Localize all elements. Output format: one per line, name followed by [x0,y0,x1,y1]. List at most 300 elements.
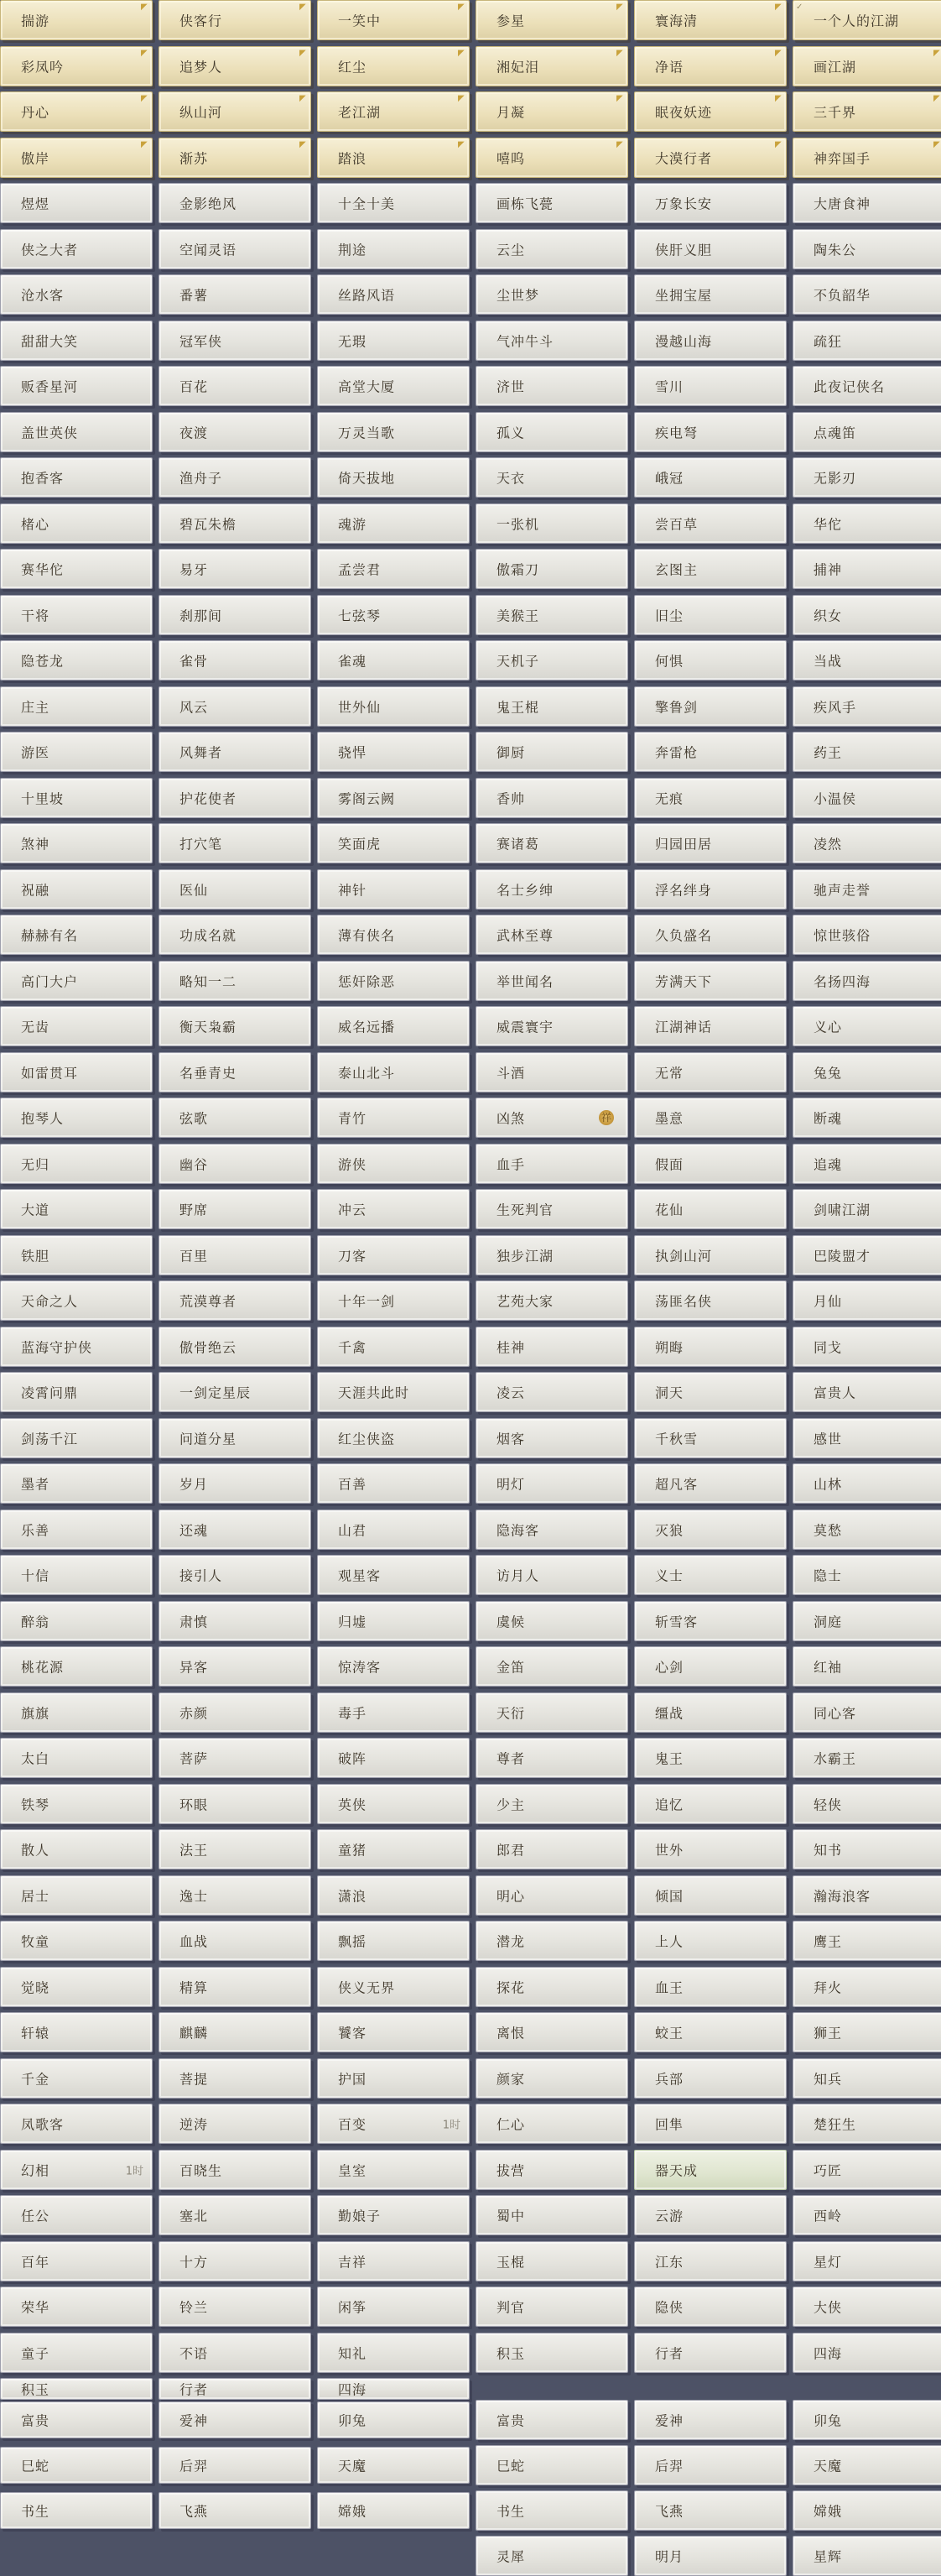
title-card[interactable] [793,2445,941,2485]
title-card[interactable] [793,366,941,406]
title-card[interactable] [634,1738,787,1778]
title-card[interactable] [159,2287,311,2327]
title-card[interactable] [634,1235,787,1275]
title-card[interactable] [0,1829,153,1869]
title-card[interactable] [159,1510,311,1550]
title-card[interactable] [317,1006,470,1046]
title-card[interactable] [159,2104,311,2144]
title-card[interactable] [159,869,311,910]
title-card[interactable] [793,869,941,910]
title-card[interactable] [159,1189,311,1229]
title-card[interactable] [159,274,311,315]
title-card[interactable] [317,2287,470,2327]
title-card[interactable] [0,1738,153,1778]
title-card[interactable] [159,1372,311,1412]
title-card[interactable] [317,366,470,406]
title-card[interactable] [159,1006,311,1046]
title-card[interactable] [793,1098,941,1138]
title-card[interactable] [476,1235,628,1275]
title-card[interactable] [634,1692,787,1733]
title-card[interactable] [634,961,787,1001]
title-card[interactable] [634,1784,787,1824]
title-card[interactable] [0,229,153,269]
title-card[interactable] [476,2490,628,2531]
title-card[interactable] [317,1601,470,1641]
title-card[interactable] [317,2492,470,2529]
title-card[interactable] [793,2536,941,2576]
title-card[interactable] [634,2058,787,2099]
title-card[interactable] [317,503,470,544]
title-card[interactable] [793,2333,941,2373]
title-card[interactable] [159,183,311,223]
title-card[interactable] [0,503,153,544]
title-card[interactable] [476,2241,628,2281]
title-card[interactable] [159,366,311,406]
title-card[interactable] [317,1646,470,1687]
title-card[interactable] [0,183,153,223]
title-card[interactable] [793,1327,941,1367]
title-card[interactable] [159,2241,311,2281]
title-card[interactable] [0,2241,153,2281]
title-card[interactable] [476,2058,628,2099]
title-card[interactable] [793,549,941,589]
title-card[interactable] [317,732,470,772]
title-card[interactable] [793,503,941,544]
title-card[interactable] [476,2333,628,2373]
title-card[interactable] [0,686,153,727]
title-card[interactable] [476,961,628,1001]
title-card[interactable] [317,1280,470,1321]
title-card[interactable] [159,1738,311,1778]
title-card[interactable] [793,778,941,818]
title-card[interactable] [634,1967,787,2007]
title-card[interactable] [0,1189,153,1229]
title-card[interactable] [793,2150,941,2190]
title-card[interactable] [793,2012,941,2052]
title-card[interactable] [476,2287,628,2327]
title-card[interactable] [159,1235,311,1275]
title-card[interactable] [159,1967,311,2007]
title-card[interactable] [476,732,628,772]
title-card[interactable] [0,1875,153,1916]
title-card[interactable] [0,732,153,772]
title-card[interactable] [0,2492,153,2529]
title-card[interactable] [159,2150,311,2190]
title-card[interactable] [793,961,941,1001]
title-card[interactable] [634,321,787,361]
title-card[interactable] [317,2012,470,2052]
title-card[interactable] [476,549,628,589]
title-card[interactable] [0,1052,153,1092]
title-card[interactable] [476,1829,628,1869]
title-card[interactable] [159,1463,311,1504]
title-card[interactable] [0,91,153,132]
title-card[interactable] [634,138,787,178]
title-card[interactable] [159,549,311,589]
title-card[interactable] [476,1327,628,1367]
title-card[interactable] [634,2012,787,2052]
title-card[interactable] [159,1646,311,1687]
title-card[interactable] [634,503,787,544]
title-card[interactable] [159,0,311,40]
title-card[interactable] [159,1601,311,1641]
title-card[interactable] [159,1280,311,1321]
title-card[interactable] [0,1555,153,1595]
title-card[interactable] [317,0,470,40]
title-card[interactable] [317,869,470,910]
title-card[interactable] [793,1692,941,1733]
title-card[interactable] [793,1189,941,1229]
title-card[interactable] [0,1418,153,1458]
title-card[interactable] [0,549,153,589]
title-card[interactable] [0,778,153,818]
title-card[interactable] [317,595,470,635]
title-card[interactable] [0,457,153,498]
title-card[interactable] [0,321,153,361]
title-card[interactable] [317,823,470,863]
title-card[interactable] [476,503,628,544]
title-card[interactable] [0,2012,153,2052]
title-card[interactable] [476,2400,628,2440]
title-card[interactable] [476,2445,628,2485]
title-card[interactable] [634,229,787,269]
title-card[interactable] [634,1098,787,1138]
title-card[interactable] [634,1189,787,1229]
title-card[interactable] [317,1510,470,1550]
title-card[interactable] [317,915,470,955]
title-card[interactable] [634,1510,787,1550]
title-card[interactable] [317,1967,470,2007]
title-card[interactable] [0,1235,153,1275]
title-card[interactable] [159,640,311,681]
title-card[interactable] [317,412,470,452]
title-card[interactable] [0,915,153,955]
title-card[interactable] [159,1052,311,1092]
title-card[interactable] [476,1601,628,1641]
title-card[interactable] [159,686,311,727]
title-card[interactable] [317,1144,470,1184]
title-card[interactable] [476,2104,628,2144]
title-card[interactable] [634,412,787,452]
title-card[interactable] [0,1921,153,1961]
title-card[interactable] [793,46,941,86]
title-card[interactable] [634,732,787,772]
title-card[interactable] [317,138,470,178]
title-card[interactable] [159,1098,311,1138]
title-card[interactable] [317,1829,470,1869]
title-card[interactable] [159,1829,311,1869]
title-card[interactable] [0,1646,153,1687]
title-card[interactable] [476,1784,628,1824]
title-card[interactable] [634,595,787,635]
title-card[interactable] [476,46,628,86]
title-card[interactable] [634,869,787,910]
title-card[interactable] [317,2447,470,2484]
title-card[interactable] [793,595,941,635]
title-card[interactable] [476,274,628,315]
title-card[interactable] [159,1692,311,1733]
title-card[interactable] [634,1327,787,1367]
title-card[interactable] [634,1372,787,1412]
title-card[interactable] [159,2195,311,2235]
title-card[interactable] [634,274,787,315]
title-card[interactable] [317,1555,470,1595]
title-card[interactable] [0,2150,153,2190]
title-card[interactable] [476,138,628,178]
title-card[interactable] [159,778,311,818]
title-card[interactable] [317,1463,470,1504]
title-card[interactable] [317,229,470,269]
title-card[interactable] [634,366,787,406]
title-card[interactable] [793,1510,941,1550]
title-card[interactable] [159,321,311,361]
title-card[interactable] [634,2445,787,2485]
title-card[interactable] [0,2104,153,2144]
title-card[interactable] [634,91,787,132]
title-card[interactable] [317,2195,470,2235]
title-card[interactable] [634,1463,787,1504]
title-card[interactable] [317,2333,470,2373]
title-card[interactable] [476,1144,628,1184]
title-card[interactable] [159,732,311,772]
title-card[interactable] [634,1555,787,1595]
title-card[interactable] [159,2378,311,2400]
title-card[interactable] [634,1646,787,1687]
title-card[interactable] [159,1144,311,1184]
title-card[interactable] [793,2241,941,2281]
title-card[interactable] [793,2058,941,2099]
title-card[interactable] [317,1418,470,1458]
title-card[interactable] [159,2058,311,2099]
title-card[interactable] [476,1555,628,1595]
title-card[interactable] [159,2333,311,2373]
title-card[interactable] [634,686,787,727]
title-card[interactable] [793,1006,941,1046]
title-card[interactable] [0,1327,153,1367]
title-card[interactable] [317,549,470,589]
title-card[interactable] [634,2333,787,2373]
title-card[interactable] [317,46,470,86]
title-card[interactable] [317,2150,470,2190]
title-card[interactable] [793,229,941,269]
title-card[interactable] [793,412,941,452]
title-card[interactable] [317,183,470,223]
title-card[interactable] [317,1921,470,1961]
title-card[interactable] [0,274,153,315]
title-card[interactable] [793,1967,941,2007]
title-card[interactable] [317,321,470,361]
title-card[interactable] [793,1829,941,1869]
title-card[interactable] [634,183,787,223]
title-card[interactable] [476,366,628,406]
title-card[interactable] [476,0,628,40]
title-card[interactable] [0,2287,153,2327]
title-card[interactable] [317,778,470,818]
title-card[interactable] [476,1418,628,1458]
title-card[interactable] [793,1052,941,1092]
title-card[interactable] [634,457,787,498]
title-card[interactable] [317,457,470,498]
title-card[interactable] [476,778,628,818]
title-card[interactable] [476,1738,628,1778]
title-card[interactable] [476,915,628,955]
title-card[interactable] [476,1189,628,1229]
title-card[interactable] [159,138,311,178]
title-card[interactable] [317,274,470,315]
title-card[interactable] [159,1327,311,1367]
title-card[interactable] [0,1463,153,1504]
title-card[interactable] [793,2490,941,2531]
title-card[interactable] [0,1280,153,1321]
title-card[interactable] [317,91,470,132]
title-card[interactable] [0,1601,153,1641]
title-card[interactable] [634,2104,787,2144]
title-card[interactable] [159,2401,311,2438]
title-card[interactable] [793,915,941,955]
title-card[interactable] [0,2447,153,2484]
title-card[interactable] [0,366,153,406]
title-card[interactable] [793,457,941,498]
title-card[interactable] [317,1372,470,1412]
title-card[interactable] [476,1052,628,1092]
title-card[interactable] [317,2104,470,2144]
title-card[interactable] [476,1372,628,1412]
title-card[interactable] [0,823,153,863]
title-card[interactable] [476,229,628,269]
title-card[interactable] [159,91,311,132]
title-card[interactable] [634,1921,787,1961]
title-card[interactable] [476,321,628,361]
title-card[interactable] [0,412,153,452]
title-card[interactable] [793,640,941,681]
title-card[interactable] [793,1555,941,1595]
title-card[interactable] [317,1235,470,1275]
title-card[interactable] [793,1921,941,1961]
title-card[interactable] [0,595,153,635]
title-card[interactable] [634,1280,787,1321]
title-card[interactable] [317,1784,470,1824]
title-card[interactable] [0,1006,153,1046]
title-card[interactable] [634,2241,787,2281]
title-card[interactable] [634,549,787,589]
title-card[interactable] [634,1418,787,1458]
title-card[interactable] [476,457,628,498]
title-card[interactable] [476,1098,628,1138]
title-card[interactable] [476,183,628,223]
title-card[interactable] [476,1510,628,1550]
title-card[interactable] [793,1601,941,1641]
title-card[interactable] [476,1875,628,1916]
title-card[interactable] [793,274,941,315]
title-card[interactable] [634,46,787,86]
title-card[interactable] [159,412,311,452]
title-card[interactable] [476,2536,628,2576]
title-card[interactable] [793,1463,941,1504]
title-card[interactable] [0,2058,153,2099]
title-card[interactable] [317,2401,470,2438]
title-card[interactable] [0,2195,153,2235]
title-card[interactable] [159,1418,311,1458]
title-card[interactable] [634,1144,787,1184]
title-card[interactable] [317,2241,470,2281]
title-card[interactable] [0,2401,153,2438]
title-card[interactable] [0,138,153,178]
title-card[interactable] [159,823,311,863]
title-card[interactable] [476,2012,628,2052]
title-card[interactable] [159,961,311,1001]
title-card[interactable] [793,2195,941,2235]
title-card[interactable] [476,2195,628,2235]
title-card[interactable] [0,1967,153,2007]
title-card[interactable] [317,1738,470,1778]
title-card[interactable] [793,1144,941,1184]
title-card[interactable] [159,457,311,498]
title-card[interactable] [634,2287,787,2327]
title-card[interactable] [159,46,311,86]
title-card[interactable] [634,1006,787,1046]
title-card[interactable] [0,46,153,86]
title-card[interactable] [476,1006,628,1046]
title-card[interactable] [793,0,941,40]
title-card[interactable] [159,1875,311,1916]
title-card[interactable] [476,686,628,727]
title-card[interactable] [634,640,787,681]
title-card[interactable] [793,686,941,727]
title-card[interactable] [634,1875,787,1916]
title-card[interactable] [317,1052,470,1092]
title-card[interactable] [793,138,941,178]
title-card[interactable] [476,2150,628,2190]
title-card[interactable] [634,1052,787,1092]
title-card[interactable] [0,1098,153,1138]
title-card[interactable] [793,732,941,772]
title-card[interactable] [159,503,311,544]
title-card[interactable] [476,1280,628,1321]
title-card[interactable] [476,1463,628,1504]
title-card[interactable] [159,2012,311,2052]
title-card[interactable] [793,2287,941,2327]
title-card[interactable] [793,1418,941,1458]
title-card[interactable] [317,1875,470,1916]
title-card[interactable] [793,1784,941,1824]
title-card[interactable] [634,1829,787,1869]
title-card[interactable] [634,2490,787,2531]
title-card[interactable] [159,2492,311,2529]
title-card[interactable] [793,1235,941,1275]
title-card[interactable] [634,778,787,818]
title-card[interactable] [317,686,470,727]
title-card[interactable] [0,2378,153,2400]
title-card[interactable] [476,823,628,863]
title-card[interactable] [159,595,311,635]
title-card[interactable] [634,823,787,863]
title-card[interactable] [793,1875,941,1916]
title-card[interactable] [793,321,941,361]
title-card[interactable] [634,2536,787,2576]
title-card[interactable] [0,1372,153,1412]
title-card[interactable] [634,2400,787,2440]
title-card[interactable] [476,640,628,681]
title-card[interactable] [0,1510,153,1550]
title-card[interactable] [317,2058,470,2099]
title-card[interactable] [793,1372,941,1412]
title-card[interactable] [793,2400,941,2440]
title-card[interactable] [793,1646,941,1687]
title-card[interactable] [0,640,153,681]
title-card[interactable] [0,1692,153,1733]
title-card[interactable] [793,1738,941,1778]
title-card[interactable] [476,869,628,910]
